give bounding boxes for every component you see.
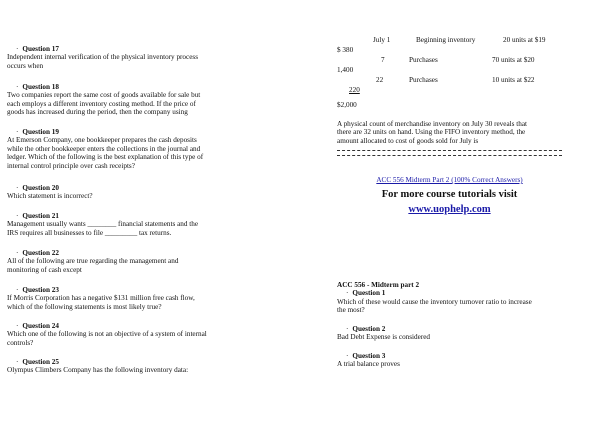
question-23	[7, 286, 289, 311]
course-link[interactable]: ACC 556 Midterm Part 2 (100% Correct Answers)	[376, 176, 523, 184]
question-heading: Question 23	[22, 286, 59, 294]
bullet: ·	[346, 289, 349, 298]
promo-title: For more course tutorials visit	[381, 189, 518, 201]
bullet: ·	[346, 352, 349, 360]
midterm-part2	[337, 281, 593, 315]
bullet: ·	[16, 286, 19, 294]
question-text: internal control principle over cash receipts?	[7, 161, 135, 170]
question-heading: Question 19	[22, 128, 59, 136]
promo-block	[337, 176, 562, 216]
inventory-date: 7	[381, 56, 385, 64]
question-text: Which statement is incorrect?	[7, 192, 93, 201]
inventory-date: 22	[376, 76, 384, 84]
inventory-units: 10 units at $22	[492, 76, 535, 84]
question-heading: Question 24	[22, 322, 59, 330]
question-text: goods has increased during the period, then the company using	[7, 108, 188, 117]
question-21	[7, 212, 289, 237]
part2-question-2	[337, 325, 593, 342]
question-text: IRS requires all businesses to file _________ tax returns.	[7, 228, 172, 237]
question-heading: Question 22	[22, 249, 59, 257]
question-22	[7, 249, 289, 274]
fifo-question	[337, 120, 527, 145]
question-text: Two companies report the same cost of goods available for sale but	[7, 91, 201, 100]
question-17	[7, 45, 289, 70]
question-text: Which of these would cause the inventory turnover ratio to increase	[337, 297, 532, 306]
question-heading: Question 18	[22, 83, 59, 91]
question-heading: Question 20	[22, 184, 59, 192]
inventory-desc: Purchases	[409, 76, 438, 84]
question-text: amount allocated to cost of goods sold for July is	[337, 136, 479, 145]
inventory-units: 70 units at $20	[492, 56, 535, 64]
question-text: the most?	[337, 306, 365, 315]
question-text: occurs when	[7, 61, 44, 70]
question-text: which of the following statements is most likely true?	[7, 302, 162, 311]
question-text: Management usually wants ________ financial statements and the	[7, 220, 199, 229]
question-heading: Question 3	[352, 352, 386, 360]
bullet: ·	[16, 212, 19, 220]
inventory-total: 220	[349, 86, 360, 94]
question-text: ledger. Which of the following is the best explanation of this type of	[7, 153, 204, 162]
question-text: At Emerson Company, one bookkeeper prepares the cash deposits	[7, 136, 197, 145]
inventory-total: $ 380	[337, 46, 354, 54]
question-text: monitoring of cash except	[7, 265, 82, 274]
part2-question-3	[337, 352, 593, 369]
inventory-units: 20 units at $19	[503, 36, 546, 44]
question-19	[7, 128, 289, 170]
inventory-date: July 1	[373, 36, 391, 44]
bullet: ·	[16, 249, 19, 257]
bullet: ·	[16, 128, 19, 136]
question-heading: Question 25	[22, 358, 59, 366]
question-heading: Question 1	[352, 289, 386, 298]
question-25	[7, 358, 289, 375]
bullet: ·	[16, 358, 19, 366]
question-heading: Question 17	[22, 45, 59, 53]
website-link[interactable]: www.uophelp.com	[408, 204, 491, 216]
question-text: Which one of the following is not an objective of a system of internal	[7, 330, 207, 339]
separator-line	[337, 150, 562, 156]
inventory-desc: Beginning inventory	[416, 36, 476, 44]
bullet: ·	[16, 83, 19, 91]
bullet: ·	[16, 322, 19, 330]
inventory-total: 1,400	[337, 66, 354, 74]
question-text: Bad Debt Expense is considered	[337, 333, 431, 342]
question-text: A physical count of merchandise inventory on July 30 reveals that	[337, 120, 528, 128]
bullet: ·	[16, 184, 19, 192]
question-24	[7, 322, 289, 347]
bullet: ·	[346, 325, 349, 333]
question-18	[7, 83, 289, 117]
question-text: All of the following are true regarding the management and	[7, 257, 179, 266]
question-text: Independent internal verification of the physical inventory process	[7, 53, 199, 62]
question-text: Olympus Climbers Company has the following inventory data:	[7, 366, 189, 375]
question-heading: Question 21	[22, 212, 59, 220]
question-text: If Morris Corporation has a negative $131 million free cash flow,	[7, 294, 195, 303]
question-text: A trial balance proves	[337, 360, 400, 369]
question-text: controls?	[7, 338, 34, 347]
question-text: there are 32 units on hand. Using the FIFO inventory method, the	[337, 128, 526, 137]
inventory-grand-total: $2,000	[337, 101, 357, 109]
section-heading: ACC 556 - Midterm part 2	[337, 281, 420, 289]
question-heading: Question 2	[352, 325, 386, 333]
question-text: each employs a different inventory costing method. If the price of	[7, 99, 196, 108]
bullet: ·	[16, 45, 19, 53]
inventory-desc: Purchases	[409, 56, 438, 64]
question-text: while the other bookkeeper enters the collections in the journal and	[7, 144, 201, 153]
question-20	[7, 184, 289, 201]
